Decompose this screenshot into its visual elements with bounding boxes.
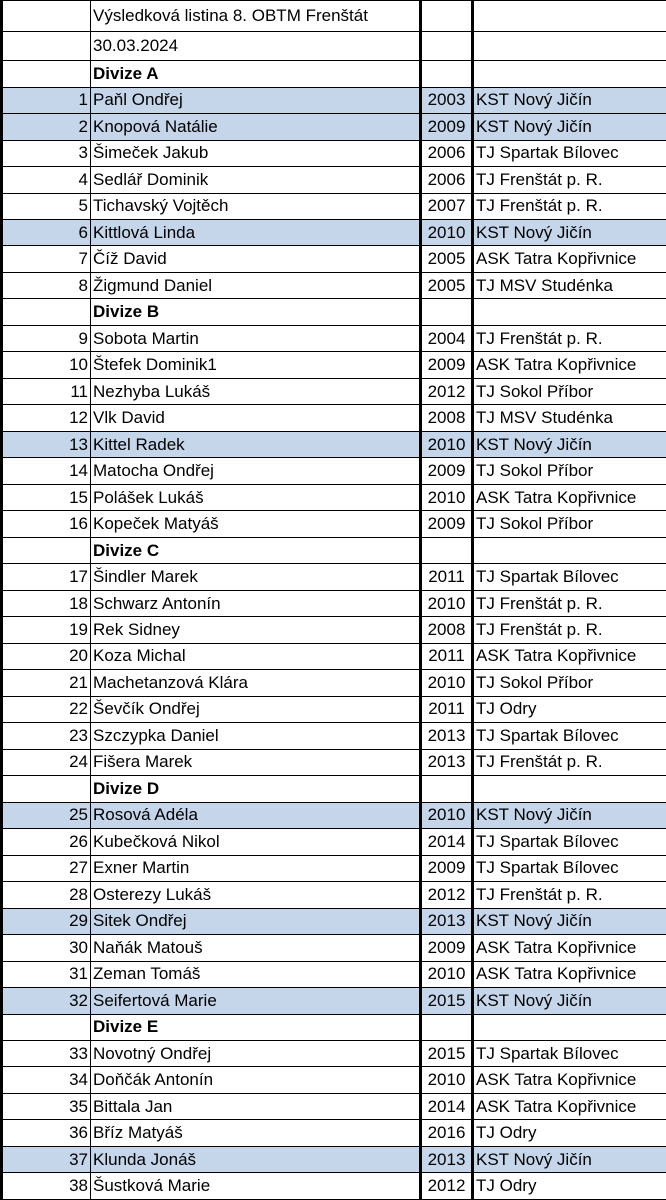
table-row <box>2 378 666 404</box>
table-row <box>2 458 666 484</box>
rank-cell[interactable]: 6 <box>2 219 91 245</box>
division-year-cell[interactable] <box>421 537 473 563</box>
club-cell[interactable]: TJ Spartak Bílovec <box>473 140 666 166</box>
division-header-row <box>2 61 666 87</box>
club-cell[interactable]: ASK Tatra Kopřivnice <box>473 935 666 961</box>
birth-year-cell[interactable]: 2014 <box>421 1093 473 1119</box>
player-name-cell[interactable]: Knopová Natálie <box>91 114 421 140</box>
player-name-cell[interactable]: Machetanzová Klára <box>91 670 421 696</box>
rank-cell[interactable]: 22 <box>2 696 91 722</box>
club-cell[interactable]: ASK Tatra Kopřivnice <box>473 246 666 272</box>
birth-year-cell[interactable]: 2012 <box>421 1173 473 1200</box>
division-rank-cell[interactable] <box>2 537 91 563</box>
birth-year-cell[interactable]: 2010 <box>421 431 473 457</box>
player-name-cell[interactable]: Seifertová Marie <box>91 988 421 1014</box>
player-name-cell[interactable]: Sedlář Dominik <box>91 167 421 193</box>
table-row <box>2 511 666 537</box>
division-year-cell[interactable] <box>421 1014 473 1040</box>
table-row <box>2 1173 666 1200</box>
birth-year-cell[interactable]: 2010 <box>421 1067 473 1093</box>
club-cell[interactable]: TJ Odry <box>473 1120 666 1146</box>
birth-year-cell[interactable]: 2013 <box>421 749 473 775</box>
table-row <box>2 935 666 961</box>
player-name-cell[interactable]: Sitek Ondřej <box>91 908 421 934</box>
table-row <box>2 405 666 431</box>
date-empty-cell-2[interactable] <box>473 31 666 61</box>
rank-cell[interactable]: 37 <box>2 1146 91 1172</box>
club-cell[interactable]: TJ Spartak Bílovec <box>473 564 666 590</box>
birth-year-cell[interactable]: 2011 <box>421 643 473 669</box>
birth-year-cell[interactable]: 2014 <box>421 829 473 855</box>
title-empty-cell[interactable] <box>421 1 473 32</box>
birth-year-cell[interactable]: 2008 <box>421 617 473 643</box>
division-year-cell[interactable] <box>421 299 473 325</box>
birth-year-cell[interactable]: 2010 <box>421 219 473 245</box>
club-cell[interactable]: TJ MSV Studénka <box>473 405 666 431</box>
club-cell[interactable]: TJ Sokol Příbor <box>473 378 666 404</box>
table-row <box>2 272 666 298</box>
rank-cell[interactable]: 27 <box>2 855 91 881</box>
player-name-cell[interactable]: Schwarz Antonín <box>91 590 421 616</box>
rank-cell[interactable]: 35 <box>2 1093 91 1119</box>
table-row <box>2 643 666 669</box>
division-club-cell[interactable] <box>473 61 666 87</box>
rank-cell[interactable]: 3 <box>2 140 91 166</box>
birth-year-cell[interactable]: 2009 <box>421 935 473 961</box>
rank-cell[interactable]: 8 <box>2 272 91 298</box>
rank-cell[interactable]: 20 <box>2 643 91 669</box>
title-spacer-cell[interactable] <box>2 1 91 32</box>
birth-year-cell[interactable]: 2010 <box>421 802 473 828</box>
club-cell[interactable]: KST Nový Jičín <box>473 1146 666 1172</box>
birth-year-cell[interactable]: 2009 <box>421 855 473 881</box>
player-name-cell[interactable]: Kopeček Matyáš <box>91 511 421 537</box>
player-name-cell[interactable]: Koza Michal <box>91 643 421 669</box>
birth-year-cell[interactable]: 2010 <box>421 961 473 987</box>
club-cell[interactable]: TJ Frenštát p. R. <box>473 617 666 643</box>
date-empty-cell[interactable] <box>421 31 473 61</box>
birth-year-cell[interactable]: 2015 <box>421 988 473 1014</box>
table-row <box>2 1067 666 1093</box>
birth-year-cell[interactable]: 2011 <box>421 696 473 722</box>
club-cell[interactable]: TJ Sokol Příbor <box>473 458 666 484</box>
birth-year-cell[interactable]: 2006 <box>421 140 473 166</box>
division-rank-cell[interactable] <box>2 776 91 802</box>
division-club-cell[interactable] <box>473 537 666 563</box>
division-club-cell[interactable] <box>473 776 666 802</box>
player-name-cell[interactable]: Zeman Tomáš <box>91 961 421 987</box>
rank-cell[interactable]: 4 <box>2 167 91 193</box>
birth-year-cell[interactable]: 2008 <box>421 405 473 431</box>
rank-cell[interactable]: 21 <box>2 670 91 696</box>
table-row <box>2 908 666 934</box>
table-row <box>2 802 666 828</box>
player-name-cell[interactable]: Tichavský Vojtěch <box>91 193 421 219</box>
table-row <box>2 564 666 590</box>
birth-year-cell[interactable]: 2006 <box>421 167 473 193</box>
rank-cell[interactable]: 31 <box>2 961 91 987</box>
division-label[interactable]: Divize E <box>91 1014 421 1040</box>
table-row <box>2 1041 666 1067</box>
player-name-cell[interactable]: Bříz Matyáš <box>91 1120 421 1146</box>
table-row <box>2 829 666 855</box>
table-row <box>2 988 666 1014</box>
birth-year-cell[interactable]: 2010 <box>421 670 473 696</box>
table-row <box>2 167 666 193</box>
club-cell[interactable]: ASK Tatra Kopřivnice <box>473 961 666 987</box>
division-header-row <box>2 1014 666 1040</box>
club-cell[interactable]: ASK Tatra Kopřivnice <box>473 1067 666 1093</box>
club-cell[interactable]: KST Nový Jičín <box>473 87 666 113</box>
player-name-cell[interactable]: Polášek Lukáš <box>91 484 421 510</box>
table-row <box>2 140 666 166</box>
rank-cell[interactable]: 9 <box>2 325 91 351</box>
player-name-cell[interactable]: Kittlová Linda <box>91 219 421 245</box>
division-year-cell[interactable] <box>421 61 473 87</box>
club-cell[interactable]: KST Nový Jičín <box>473 219 666 245</box>
division-club-cell[interactable] <box>473 1014 666 1040</box>
rank-cell[interactable]: 1 <box>2 87 91 113</box>
player-name-cell[interactable]: Szczypka Daniel <box>91 723 421 749</box>
club-cell[interactable]: TJ Spartak Bílovec <box>473 829 666 855</box>
division-label[interactable]: Divize B <box>91 299 421 325</box>
rank-cell[interactable]: 15 <box>2 484 91 510</box>
sheet-title[interactable]: Výsledková listina 8. OBTM Frenštát <box>91 1 421 32</box>
club-cell[interactable]: TJ Sokol Příbor <box>473 511 666 537</box>
rank-cell[interactable]: 28 <box>2 882 91 908</box>
table-row <box>2 749 666 775</box>
birth-year-cell[interactable]: 2010 <box>421 484 473 510</box>
title-empty-cell-2[interactable] <box>473 1 666 32</box>
rank-cell[interactable]: 13 <box>2 431 91 457</box>
club-cell[interactable]: ASK Tatra Kopřivnice <box>473 643 666 669</box>
table-row <box>2 325 666 351</box>
player-name-cell[interactable]: Exner Martin <box>91 855 421 881</box>
division-rank-cell[interactable] <box>2 1014 91 1040</box>
table-row <box>2 670 666 696</box>
rank-cell[interactable]: 30 <box>2 935 91 961</box>
club-cell[interactable]: TJ Spartak Bílovec <box>473 723 666 749</box>
results-table-body <box>2 1 666 1200</box>
birth-year-cell[interactable]: 2013 <box>421 723 473 749</box>
club-cell[interactable]: TJ Sokol Příbor <box>473 670 666 696</box>
birth-year-cell[interactable]: 2004 <box>421 325 473 351</box>
birth-year-cell[interactable]: 2009 <box>421 511 473 537</box>
title-row <box>2 1 666 32</box>
rank-cell[interactable]: 16 <box>2 511 91 537</box>
rank-cell[interactable]: 23 <box>2 723 91 749</box>
birth-year-cell[interactable]: 2005 <box>421 246 473 272</box>
rank-cell[interactable]: 18 <box>2 590 91 616</box>
player-name-cell[interactable]: Kittel Radek <box>91 431 421 457</box>
player-name-cell[interactable]: Bittala Jan <box>91 1093 421 1119</box>
date-spacer-cell[interactable] <box>2 31 91 61</box>
birth-year-cell[interactable]: 2016 <box>421 1120 473 1146</box>
club-cell[interactable]: ASK Tatra Kopřivnice <box>473 352 666 378</box>
division-label[interactable]: Divize C <box>91 537 421 563</box>
club-cell[interactable]: KST Nový Jičín <box>473 431 666 457</box>
table-row <box>2 961 666 987</box>
club-cell[interactable]: KST Nový Jičín <box>473 114 666 140</box>
table-row <box>2 590 666 616</box>
rank-cell[interactable]: 14 <box>2 458 91 484</box>
table-row <box>2 723 666 749</box>
rank-cell[interactable]: 38 <box>2 1173 91 1200</box>
player-name-cell[interactable]: Rosová Adéla <box>91 802 421 828</box>
rank-cell[interactable]: 32 <box>2 988 91 1014</box>
club-cell[interactable]: TJ Frenštát p. R. <box>473 193 666 219</box>
player-name-cell[interactable]: Fišera Marek <box>91 749 421 775</box>
rank-cell[interactable]: 11 <box>2 378 91 404</box>
player-name-cell[interactable]: Vlk David <box>91 405 421 431</box>
table-row <box>2 882 666 908</box>
division-header-row <box>2 776 666 802</box>
club-cell[interactable]: TJ Frenštát p. R. <box>473 167 666 193</box>
club-cell[interactable]: KST Nový Jičín <box>473 802 666 828</box>
rank-cell[interactable]: 34 <box>2 1067 91 1093</box>
rank-cell[interactable]: 26 <box>2 829 91 855</box>
table-row <box>2 617 666 643</box>
player-name-cell[interactable]: Klunda Jonáš <box>91 1146 421 1172</box>
date-row <box>2 31 666 61</box>
table-row <box>2 1120 666 1146</box>
club-cell[interactable]: TJ Frenštát p. R. <box>473 882 666 908</box>
birth-year-cell[interactable]: 2012 <box>421 882 473 908</box>
player-name-cell[interactable]: Šindler Marek <box>91 564 421 590</box>
player-name-cell[interactable]: Rek Sidney <box>91 617 421 643</box>
table-row <box>2 219 666 245</box>
rank-cell[interactable]: 33 <box>2 1041 91 1067</box>
birth-year-cell[interactable]: 2005 <box>421 272 473 298</box>
division-label[interactable]: Divize A <box>91 61 421 87</box>
table-row <box>2 114 666 140</box>
division-label[interactable]: Divize D <box>91 776 421 802</box>
player-name-cell[interactable]: Matocha Ondřej <box>91 458 421 484</box>
table-row <box>2 87 666 113</box>
player-name-cell[interactable]: Štefek Dominik1 <box>91 352 421 378</box>
club-cell[interactable]: ASK Tatra Kopřivnice <box>473 484 666 510</box>
player-name-cell[interactable]: Osterezy Lukáš <box>91 882 421 908</box>
birth-year-cell[interactable]: 2007 <box>421 193 473 219</box>
club-cell[interactable]: TJ Frenštát p. R. <box>473 590 666 616</box>
rank-cell[interactable]: 2 <box>2 114 91 140</box>
sheet-date[interactable]: 30.03.2024 <box>91 31 421 61</box>
player-name-cell[interactable]: Ševčík Ondřej <box>91 696 421 722</box>
player-name-cell[interactable]: Naňák Matouš <box>91 935 421 961</box>
player-name-cell[interactable]: Nezhyba Lukáš <box>91 378 421 404</box>
player-name-cell[interactable]: Šimeček Jakub <box>91 140 421 166</box>
player-name-cell[interactable]: Sobota Martin <box>91 325 421 351</box>
club-cell[interactable]: KST Nový Jičín <box>473 908 666 934</box>
rank-cell[interactable]: 5 <box>2 193 91 219</box>
table-row <box>2 1146 666 1172</box>
club-cell[interactable]: TJ Spartak Bílovec <box>473 855 666 881</box>
table-row <box>2 352 666 378</box>
player-name-cell[interactable]: Žigmund Daniel <box>91 272 421 298</box>
table-row <box>2 855 666 881</box>
birth-year-cell[interactable]: 2015 <box>421 1041 473 1067</box>
club-cell[interactable]: TJ Frenštát p. R. <box>473 749 666 775</box>
rank-cell[interactable]: 10 <box>2 352 91 378</box>
birth-year-cell[interactable]: 2010 <box>421 590 473 616</box>
club-cell[interactable]: TJ Spartak Bílovec <box>473 1041 666 1067</box>
table-row <box>2 431 666 457</box>
birth-year-cell[interactable]: 2003 <box>421 87 473 113</box>
table-row <box>2 696 666 722</box>
table-row <box>2 1093 666 1119</box>
birth-year-cell[interactable]: 2013 <box>421 1146 473 1172</box>
birth-year-cell[interactable]: 2009 <box>421 114 473 140</box>
division-header-row <box>2 537 666 563</box>
rank-cell[interactable]: 36 <box>2 1120 91 1146</box>
club-cell[interactable]: ASK Tatra Kopřivnice <box>473 1093 666 1119</box>
birth-year-cell[interactable]: 2013 <box>421 908 473 934</box>
birth-year-cell[interactable]: 2009 <box>421 352 473 378</box>
rank-cell[interactable]: 19 <box>2 617 91 643</box>
club-cell[interactable]: TJ Odry <box>473 1173 666 1200</box>
birth-year-cell[interactable]: 2011 <box>421 564 473 590</box>
club-cell[interactable]: KST Nový Jičín <box>473 988 666 1014</box>
player-name-cell[interactable]: Paňl Ondřej <box>91 87 421 113</box>
club-cell[interactable]: TJ MSV Studénka <box>473 272 666 298</box>
rank-cell[interactable]: 17 <box>2 564 91 590</box>
table-row <box>2 246 666 272</box>
rank-cell[interactable]: 29 <box>2 908 91 934</box>
player-name-cell[interactable]: Novotný Ondřej <box>91 1041 421 1067</box>
division-rank-cell[interactable] <box>2 61 91 87</box>
player-name-cell[interactable]: Kubečková Nikol <box>91 829 421 855</box>
division-rank-cell[interactable] <box>2 299 91 325</box>
club-cell[interactable]: TJ Frenštát p. R. <box>473 325 666 351</box>
player-name-cell[interactable]: Šustková Marie <box>91 1173 421 1200</box>
rank-cell[interactable]: 24 <box>2 749 91 775</box>
division-year-cell[interactable] <box>421 776 473 802</box>
player-name-cell[interactable]: Doňčák Antonín <box>91 1067 421 1093</box>
player-name-cell[interactable]: Číž David <box>91 246 421 272</box>
birth-year-cell[interactable]: 2012 <box>421 378 473 404</box>
table-row <box>2 193 666 219</box>
club-cell[interactable]: TJ Odry <box>473 696 666 722</box>
birth-year-cell[interactable]: 2009 <box>421 458 473 484</box>
division-header-row <box>2 299 666 325</box>
rank-cell[interactable]: 12 <box>2 405 91 431</box>
rank-cell[interactable]: 7 <box>2 246 91 272</box>
table-row <box>2 484 666 510</box>
division-club-cell[interactable] <box>473 299 666 325</box>
rank-cell[interactable]: 25 <box>2 802 91 828</box>
